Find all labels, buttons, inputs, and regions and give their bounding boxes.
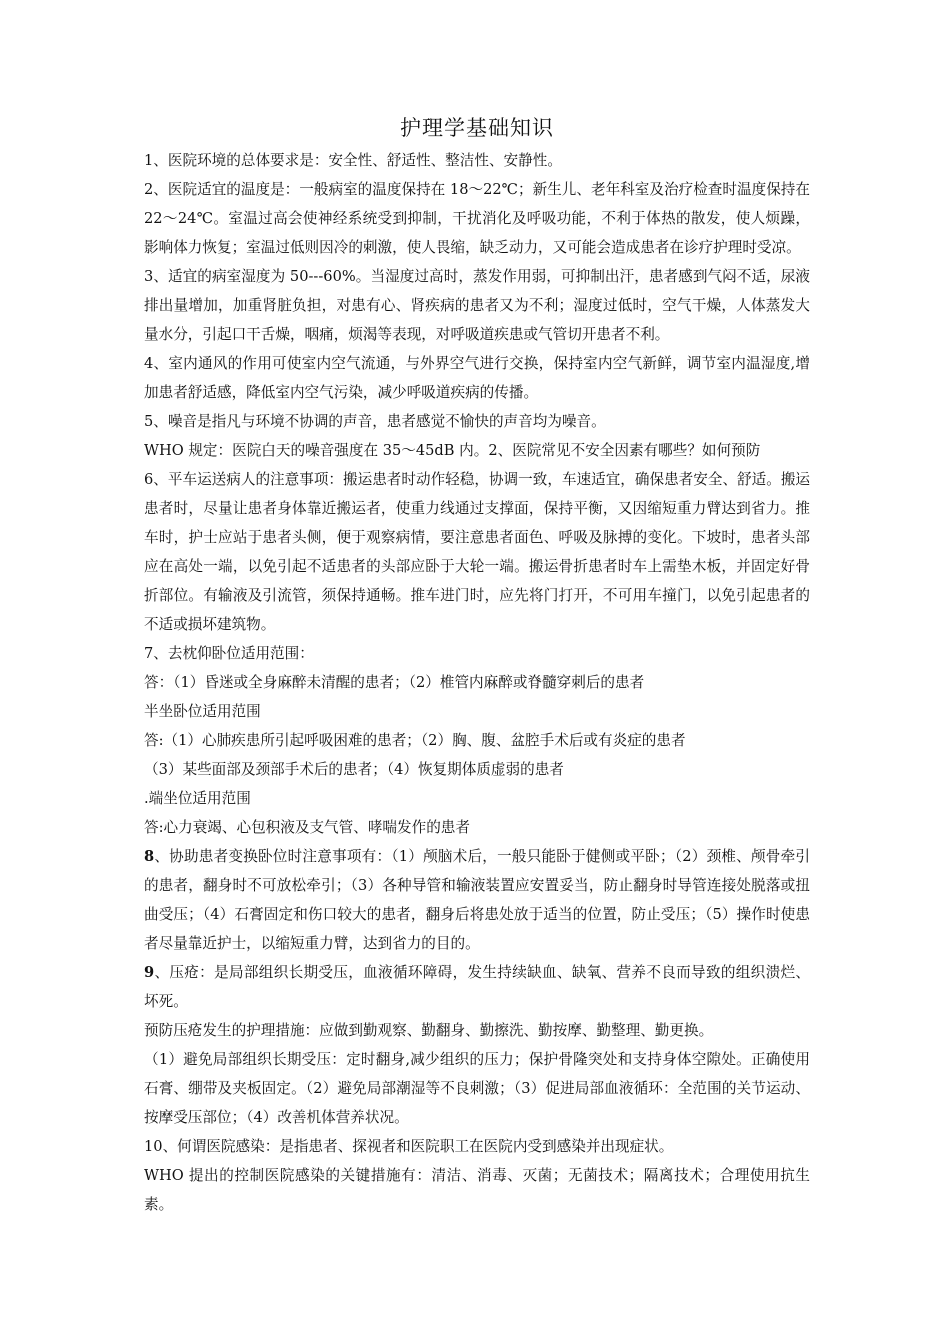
paragraph: 1、医院环境的总体要求是：安全性、舒适性、整洁性、安静性。 xyxy=(144,152,562,169)
paragraph-item-8 xyxy=(144,842,810,958)
paragraph: 4、室内通风的作用可使室内空气流通，与外界空气进行交换，保持室内空气新鲜，调节室内温湿度,增加患者舒适感，降低室内空气污染，减少呼吸道疾病的传播。 xyxy=(144,355,810,401)
paragraph-item-9 xyxy=(144,958,810,1016)
paragraph: 3、适宜的病室湿度为 50---60%。当湿度过高时，蒸发作用弱，可抑制出汗，患者感到气闷不适，尿液排出量增加，加重肾脏负担，对患有心、肾疾病的患者又为不利；湿度过低时，空气干燥，人体蒸发大量水分，引起口干舌燥，咽痛，烦渴等表现，对呼吸道疾患或气管切开患者不利。 xyxy=(144,268,810,343)
document-body xyxy=(144,112,810,1219)
paragraph: 预防压疮发生的护理措施：应做到勤观察、勤翻身、勤擦洗、勤按摩、勤整理、勤更换。 xyxy=(144,1022,714,1039)
paragraph: 半坐卧位适用范围 xyxy=(144,703,261,720)
paragraph: WHO 提出的控制医院感染的关键措施有：清洁、消毒、灭菌；无菌技术；隔离技术；合理使用抗生素。 xyxy=(144,1167,810,1213)
paragraph: .端坐位适用范围 xyxy=(144,790,251,807)
paragraph: 5、噪音是指凡与环境不协调的声音，患者感觉不愉快的声音均为噪音。 xyxy=(144,413,606,430)
paragraph: 6、平车运送病人的注意事项：搬运患者时动作轻稳，协调一致，车速适宜，确保患者安全、舒适。搬运患者时，尽量让患者身体靠近搬运者，使重力线通过支撑面，保持平衡，又因缩短重力臂达到省力。推车时，护士应站于患者头侧，便于观察病情，要注意患者面色、呼吸及脉搏的变化。下坡时，患者头部应在高处一端，以免引起不适患者的头部应卧于大轮一端。搬运骨折患者时车上需垫木板，并固定好骨折部位。有输液及引流管，须保持通畅。推车进门时，应先将门打开，不可用车撞门，以免引起患者的不适或损坏建筑物。 xyxy=(144,471,811,633)
paragraph: 2、医院适宜的温度是：一般病室的温度保持在 18～22℃；新生儿、老年科室及治疗检查时温度保持在 22～24℃。室温过高会使神经系统受到抑制，干扰消化及呼吸功能，不利于体热的散发，使人烦躁，影响体力恢复；室温过低则因冷的刺激，使人畏缩，缺乏动力，又可能会造成患者在诊疗护理时受凉。 xyxy=(144,181,810,256)
paragraph: 7、去枕仰卧位适用范围： xyxy=(144,645,314,662)
item-number: 9 xyxy=(144,964,155,981)
item-text: 、压疮：是局部组织长期受压，血液循环障碍，发生持续缺血、缺氧、营养不良而导致的组织溃烂、坏死。 xyxy=(144,964,810,1010)
paragraph: 答:心力衰竭、心包积液及支气管、哮喘发作的患者 xyxy=(144,819,470,836)
page-title: 护理学基础知识 xyxy=(400,116,554,140)
paragraph: 答:（1）心肺疾患所引起呼吸困难的患者；（2）胸、腹、盆腔手术后或有炎症的患者 xyxy=(144,732,686,749)
paragraph: 答：（1）昏迷或全身麻醉未清醒的患者；（2）椎管内麻醉或脊髓穿刺后的患者 xyxy=(144,674,645,691)
paragraph: （3）某些面部及颈部手术后的患者；（4）恢复期体质虚弱的患者 xyxy=(144,761,564,778)
paragraph: 10、何谓医院感染：是指患者、探视者和医院职工在医院内受到感染并出现症状。 xyxy=(144,1138,674,1155)
item-text: 、协助患者变换卧位时注意事项有：（1）颅脑术后，一般只能卧于健侧或平卧；（2）颈椎、颅骨牵引的患者，翻身时不可放松牵引；（3）各种导管和输液装置应安置妥当，防止翻身时导管连接处脱落或扭曲受压；（4）石膏固定和伤口较大的患者，翻身后将患处放于适当的位置，防止受压；（5）操作时使患者尽量靠近护士，以缩短重力臂，达到省力的目的。 xyxy=(144,848,810,952)
paragraph: （1）避免局部组织长期受压：定时翻身,减少组织的压力；保护骨隆突处和支持身体空隙处。正确使用石膏、绷带及夹板固定。（2）避免局部潮湿等不良刺激；（3）促进局部血液循环：全范围的关节运动、按摩受压部位；（4）改善机体营养状况。 xyxy=(144,1051,810,1126)
paragraph: WHO 规定：医院白天的噪音强度在 35～45dB 内。2、医院常见不安全因素有哪些？如何预防 xyxy=(144,442,761,459)
item-number: 8 xyxy=(144,848,155,865)
